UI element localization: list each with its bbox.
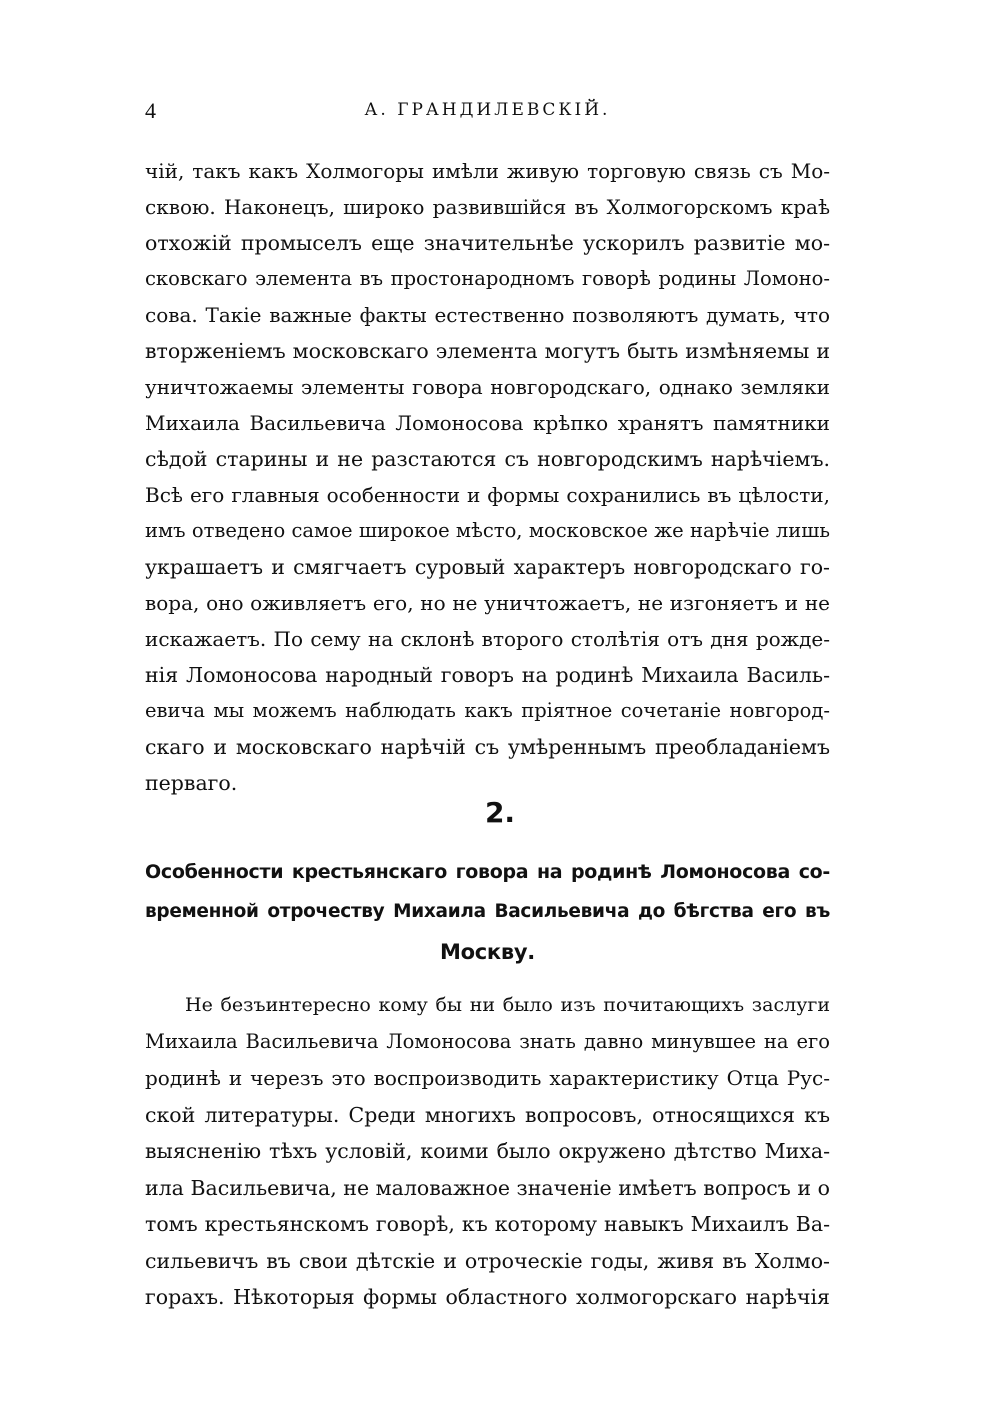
text-line: перваго. [145, 771, 238, 795]
section-number: 2. [484, 796, 516, 829]
text-line: сѣдой старины и не разстаются съ новгородскимъ нарѣчіемъ. [145, 447, 830, 471]
heading-line: временной отрочеству Михаила Васильевича до бѣгства его въ [145, 901, 830, 922]
text-line: уничтожаемы элементы говора новгородскаго, однако земляки [145, 375, 830, 399]
text-line: ской литературы. Среди многихъ вопросовъ, относящихся къ [145, 1102, 830, 1127]
text-line: сильевичъ въ свои дѣтскіе и отроческіе годы, живя въ Холмо- [145, 1248, 830, 1273]
text-line: имъ отведено самое широкое мѣсто, московское же нарѣчіе лишь [145, 519, 830, 542]
text-line: сквою. Наконецъ, широко развившійся въ Холмогорскомъ краѣ [145, 195, 830, 219]
text-line: горахъ. Нѣкоторыя формы областного холмогорскаго нарѣчія [145, 1285, 830, 1309]
text-line: выясненію тѣхъ условій, коими было окружено дѣтство Миха- [145, 1139, 830, 1163]
text-line: украшаетъ и смягчаетъ суровый характеръ новгородскаго го- [145, 555, 830, 579]
text-line: скаго и московскаго нарѣчій съ умѣреннымъ преобладаніемъ [145, 735, 830, 759]
text-line: Всѣ его главныя особенности и формы сохранились въ цѣлости, [145, 483, 830, 507]
heading-line: Москву. [440, 940, 535, 964]
section-paragraph [145, 987, 830, 1316]
paragraph-continued [145, 153, 830, 801]
text-line: Михаила Васильевича Ломоносова крѣпко хранятъ памятники [145, 411, 830, 435]
text-line: евича мы можемъ наблюдать какъ пріятное сочетаніе новгород- [145, 699, 830, 722]
text-line: искажаетъ. По сему на склонѣ второго столѣтія отъ дня рожде- [145, 627, 830, 651]
author-running-title: А. ГРАНДИЛЕВСКІЙ. [364, 100, 611, 120]
section-heading [145, 852, 830, 972]
text-line: вторженіемъ московскаго элемента могутъ быть измѣняемы и [145, 339, 830, 363]
text-line: Михаила Васильевича Ломоносова знать давно минувшее на его [145, 1029, 830, 1053]
page-number: 4 [145, 98, 156, 123]
running-head [145, 98, 830, 128]
text-line: отхожій промыселъ еще значительнѣе ускорилъ развитіе мо- [145, 231, 830, 255]
heading-line: Особенности крестьянскаго говора на родинѣ Ломоносова со- [145, 861, 830, 883]
text-line: сковскаго элемента въ простонародномъ говорѣ родины Ломоно- [145, 267, 830, 290]
text-line: ила Васильевича, не маловажное значеніе имѣетъ вопросъ и о [145, 1175, 830, 1200]
text-line: нія Ломоносова народный говоръ на родинѣ Михаила Василь- [145, 663, 830, 687]
text-line: чій, такъ какъ Холмогоры имѣли живую торговую связь съ Мо- [145, 159, 830, 183]
text-line: сова. Такіе важные факты естественно позволяютъ думать, что [145, 303, 830, 327]
text-line: томъ крестьянскомъ говорѣ, къ которому навыкъ Михаилъ Ва- [145, 1212, 830, 1236]
text-line: родинѣ и черезъ это воспроизводить характеристику Отца Рус- [145, 1066, 830, 1090]
text-line: Не безъинтересно кому бы ни было изъ почитающихъ заслуги [185, 994, 830, 1016]
text-line: вора, оно оживляетъ его, но не уничтожаетъ, не изгоняетъ и не [145, 591, 830, 615]
